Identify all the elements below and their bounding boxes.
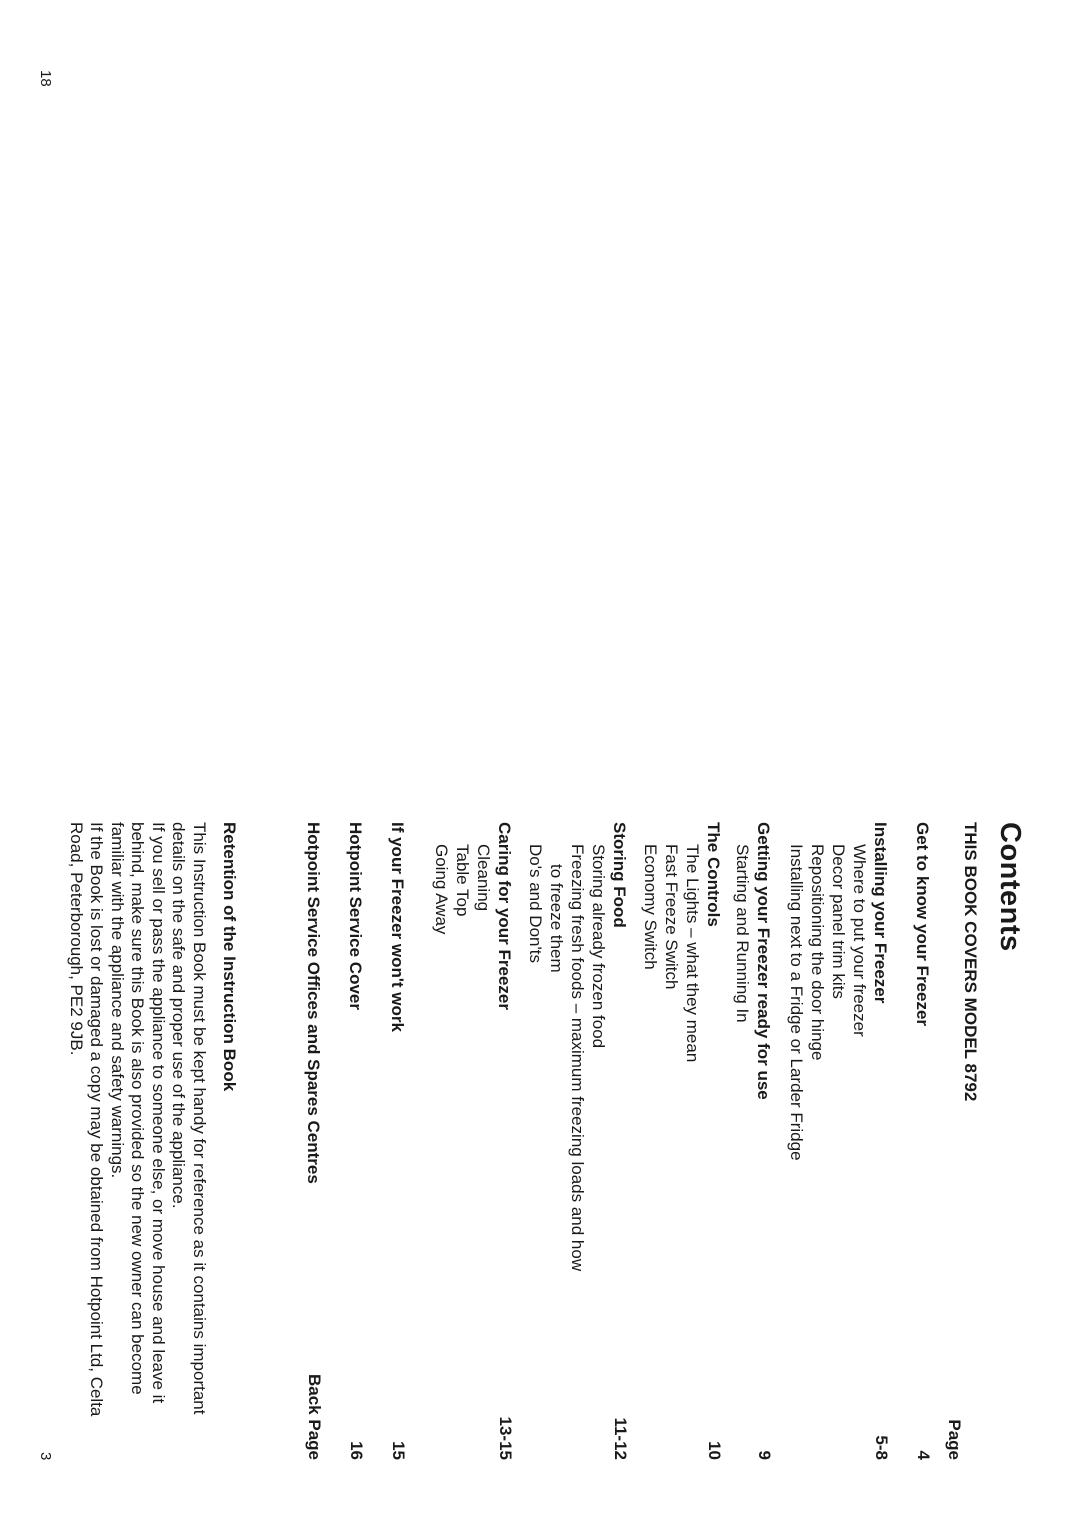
- toc-page-number: 11-12: [611, 1417, 630, 1460]
- toc-section: [786, 822, 891, 1161]
- toc-item: Repositioning the door hinge: [808, 844, 827, 1061]
- toc-page-number: Back Page: [305, 1374, 324, 1460]
- folio-left: 18: [37, 70, 54, 87]
- toc-heading: Hotpoint Service Cover: [346, 822, 365, 1010]
- page-column-header: Page: [945, 1419, 964, 1460]
- model-line: THIS BOOK COVERS MODEL 8792: [961, 822, 980, 1102]
- toc-item: Where to put your freezer: [850, 844, 869, 1037]
- toc-item: Cleaning: [474, 844, 493, 912]
- toc-page-number: 4: [914, 1450, 933, 1460]
- toc-item: Decor panel trim kits: [829, 844, 848, 999]
- toc-section: [912, 822, 933, 1026]
- toc-section: [732, 822, 774, 1100]
- page-title: Contents: [994, 822, 1026, 952]
- retention-block: [66, 822, 241, 1442]
- toc-item: The Lights – what they mean: [683, 844, 702, 1063]
- toc-item: Installing next to a Fridge or Larder Fridge: [787, 844, 806, 1161]
- toc-section: [387, 822, 408, 1032]
- toc-section: [525, 822, 630, 1271]
- folio-right: 3: [37, 1452, 54, 1461]
- toc-item: Freezing fresh foods – maximum freezing loads and how: [568, 844, 587, 1272]
- toc-section: [345, 822, 366, 1010]
- toc-heading: The Controls: [704, 822, 723, 927]
- toc-section: [640, 822, 724, 1062]
- toc-heading: Getting your Freezer ready for use: [754, 822, 773, 1100]
- toc-item: Fast Freeze Switch: [662, 844, 681, 990]
- retention-paragraph: If you sell or pass the appliance to someone else, or move house and leave it behind, make sure this Book is also provided so the new owner can become familiar with the appliance and safety warnings.: [108, 822, 168, 1404]
- toc-heading: Hotpoint Service Offices and Spares Centres: [304, 822, 323, 1184]
- toc-item: to freeze them: [547, 864, 566, 973]
- toc-section: [303, 822, 324, 1184]
- toc-item: Table Top: [453, 844, 472, 917]
- retention-paragraph: If the Book is lost or damaged a copy may be obtained from Hotpoint Ltd, Celta Road, Peterborough, PE2 9JB.: [67, 822, 107, 1417]
- toc-section: [431, 822, 515, 1010]
- toc-item: Do's and Don'ts: [526, 844, 545, 963]
- toc-heading: If your Freezer won't work: [388, 822, 407, 1032]
- toc-item: Starting and Running In: [733, 844, 752, 1023]
- toc-heading: Installing your Freezer: [871, 822, 890, 1004]
- toc-heading: Storing Food: [610, 822, 629, 928]
- retention-heading: Retention of the Instruction Book: [220, 822, 239, 1092]
- toc-page-number: 16: [347, 1441, 366, 1460]
- toc-heading: Get to know your Freezer: [913, 822, 932, 1027]
- toc-heading: Caring for your Freezer: [495, 822, 514, 1010]
- toc-page-number: 15: [389, 1441, 408, 1460]
- toc-page-number: 5-8: [872, 1435, 891, 1460]
- toc-item: Economy Switch: [641, 844, 660, 970]
- toc-page-number: 13-15: [496, 1416, 515, 1460]
- toc-item: Storing already frozen food: [589, 844, 608, 1049]
- toc-page-number: 10: [705, 1441, 724, 1460]
- retention-paragraph: This Instruction Book must be kept handy for reference as it contains important details on the safe and proper use of the appliance.: [169, 822, 209, 1415]
- toc-page-number: 9: [755, 1450, 774, 1460]
- toc-item: Going Away: [432, 844, 451, 935]
